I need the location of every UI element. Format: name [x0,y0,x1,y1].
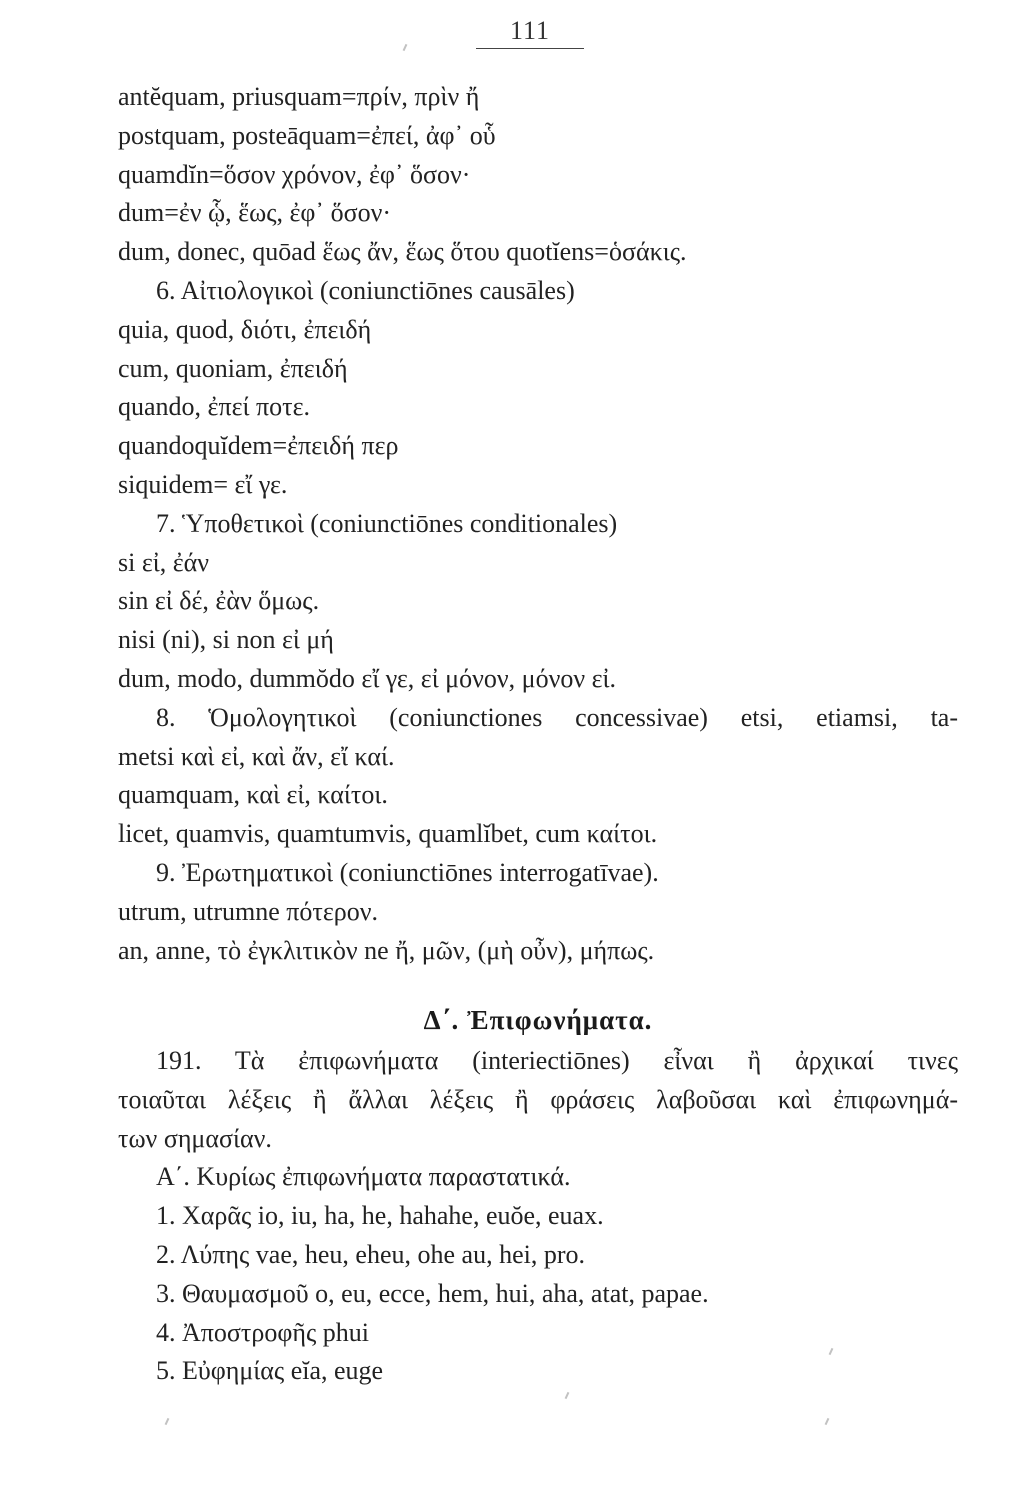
interjections-intro-line-3: των σημασίαν. [118,1123,272,1153]
causal-line-4: quandoquĭdem=ἐπειδή περ [118,431,399,461]
interjection-item-3: 3. Θαυμασμοῦ o, eu, ecce, hem, hui, aha, atat, papae. [156,1278,709,1308]
interjection-item-1: 1. Χαρᾶς io, iu, ha, he, hahahe, euŏe, euax. [156,1201,604,1231]
conditional-line-2: sin εἰ δέ, ἐὰν ὅμως. [118,586,320,616]
interjections-intro-line-2: τοιαῦται λέξεις ἢ ἄλλαι λέξεις ἢ φράσεις λαβοῦσαι καὶ ἐπιφωνημά- [118,1084,958,1114]
interjections-subheading: Α΄. Κυρίως ἐπιφωνήματα παραστατικά. [156,1162,571,1192]
concessive-heading: 8. Ὁμολογητικοὶ (coniunctiones concessivae) etsi, etiamsi, ta- [156,702,958,732]
temporal-line-2: postquam, posteāquam=ἐπεί, ἀφ᾽ οὗ [118,120,496,150]
page-number: 111 [509,16,551,45]
interrogative-line-1: utrum, utrumne πότερον. [118,896,378,926]
interjections-heading: Δ΄. Ἐπιφωνήματα. [423,1005,653,1035]
causal-heading: 6. Αἰτιολογικοὶ (coniunctiōnes causāles) [156,275,575,305]
concessive-line-1: metsi καὶ εἰ, καὶ ἄν, εἴ καί. [118,741,395,771]
causal-line-5: siquidem= εἴ γε. [118,469,288,499]
conditional-line-1: si εἰ, ἐάν [118,547,210,577]
interjections-intro-line-1: 191. Τὰ ἐπιφωνήματα (interiectiōnes) εἶναι ἢ ἀρχικαί τινες [156,1046,958,1075]
conjunctions-section [118,78,958,970]
interjection-item-5: 5. Εὐφημίας eĭa, euge [156,1356,384,1386]
conditional-line-3: nisi (ni), si non εἰ μή [118,625,334,655]
interrogative-line-2: an, anne, τὸ ἐγκλιτικὸν ne ἤ, μῶν, (μὴ οὖν), μήπως. [118,935,655,965]
temporal-line-1: antĕquam, priusquam=πρίν, πρὶν ἤ [118,82,480,111]
conditional-line-4: dum, modo, dummŏdo εἴ γε, εἰ μόνον, μόνον εἰ. [118,663,616,693]
temporal-line-5: dum, donec, quōad ἕως ἄν, ἕως ὅτου quotĭens=ὁσάκις. [118,237,687,267]
causal-line-3: quando, ἐπεί ποτε. [118,392,310,422]
interjection-item-4: 4. Ἀποστροφῆς phui [156,1317,369,1347]
concessive-line-3: licet, quamvis, quamtumvis, quamlĭbet, cum καίτοι. [118,819,658,849]
concessive-line-2: quamquam, καὶ εἰ, καίτοι. [118,780,388,810]
paper-speck [165,1418,170,1425]
page-number-rule [476,48,584,49]
causal-line-2: cum, quoniam, ἐπειδή [118,353,348,383]
interrogative-heading: 9. Ἐρωτηματικοὶ (coniunctiōnes interrogatīvae). [156,857,659,887]
paper-speck [403,44,408,51]
temporal-line-4: dum=ἐν ᾧ, ἕως, ἐφ᾽ ὅσον· [118,198,392,228]
temporal-line-3: quamdĭn=ὅσον χρόνον, ἐφ᾽ ὅσον· [118,159,471,189]
interjections-section [118,1042,958,1391]
paper-speck [565,1392,570,1399]
causal-line-1: quia, quod, διότι, ἐπειδή [118,314,372,344]
interjection-item-2: 2. Λύπης vae, heu, eheu, ohe au, hei, pro. [156,1239,586,1269]
paper-speck [825,1418,830,1425]
conditional-heading: 7. Ὑποθετικοὶ (coniunctiōnes conditionales) [156,508,618,538]
